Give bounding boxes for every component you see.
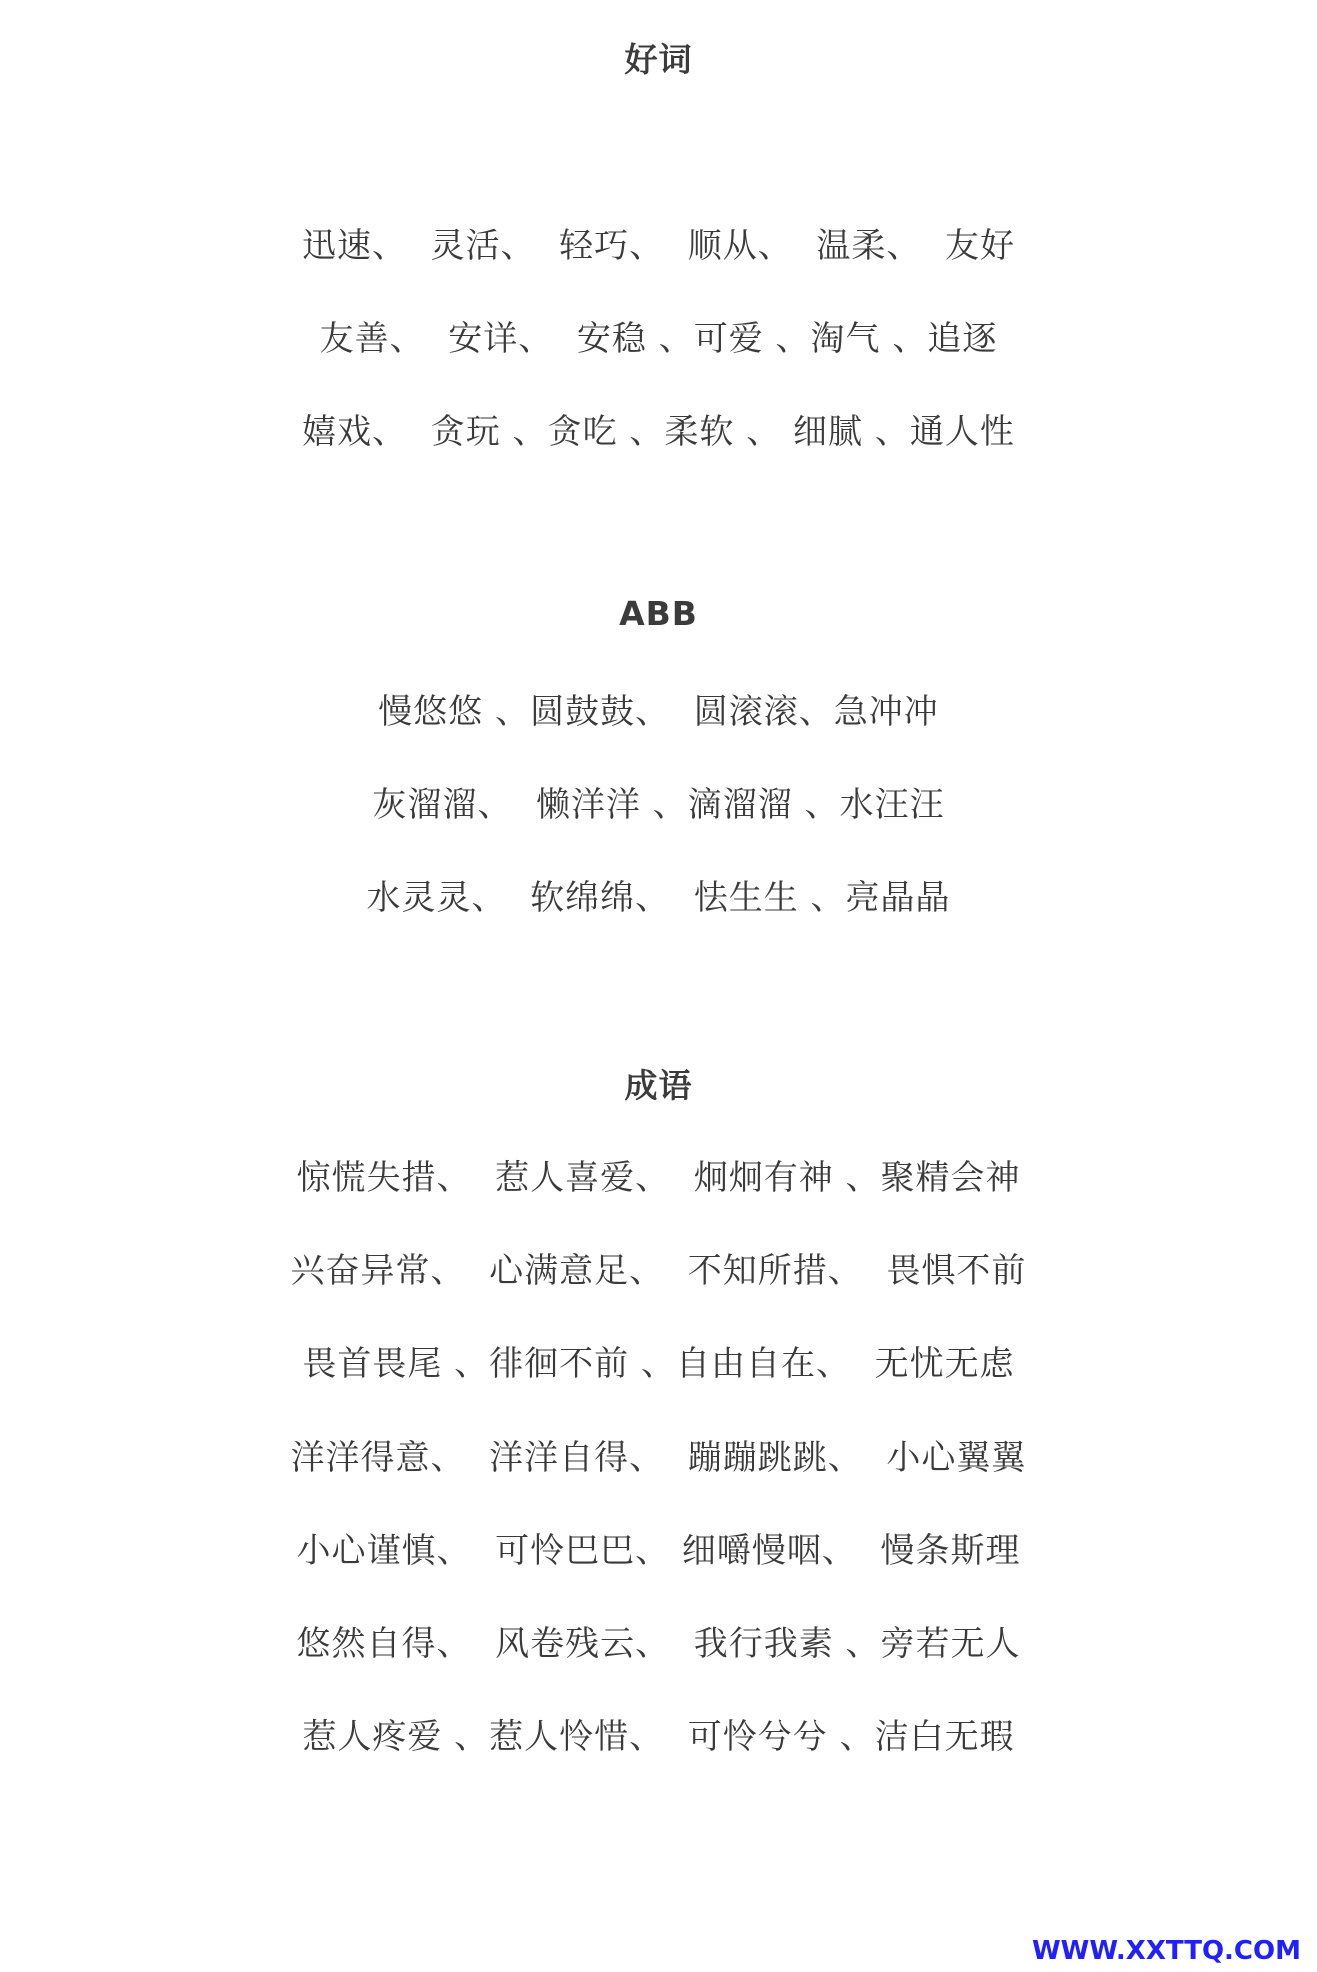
abb-line-2: 灰溜溜、 懒洋洋 、滴溜溜 、水汪汪 (372, 785, 945, 825)
abb-line-1: 慢悠悠 、圆鼓鼓、 圆滚滚、急冲冲 (378, 692, 939, 732)
idioms-line-7: 惹人疼爱 、惹人怜惜、 可怜兮兮 、洁白无瑕 (302, 1717, 1015, 1757)
idioms-line-1: 惊慌失措、 惹人喜爱、 炯炯有神 、聚精会神 (296, 1158, 1021, 1198)
good-words-line-3: 嬉戏、 贪玩 、贪吃 、柔软 、 细腻 、通人性 (302, 412, 1015, 452)
abb-line-3: 水灵灵、 软绵绵、 怯生生 、亮晶晶 (366, 878, 951, 918)
idioms-line-6: 悠然自得、 风卷残云、 我行我素 、旁若无人 (296, 1624, 1021, 1664)
idioms-line-3: 畏首畏尾 、徘徊不前 、自由自在、 无忧无虑 (302, 1344, 1015, 1384)
good-words-line-2: 友善、 安详、 安稳 、可爱 、淘气 、追逐 (319, 319, 998, 359)
idioms-line-2: 兴奋异常、 心满意足、 不知所措、 畏惧不前 (290, 1251, 1027, 1291)
idioms-line-4: 洋洋得意、 洋洋自得、 蹦蹦跳跳、 小心翼翼 (290, 1438, 1027, 1478)
good-words-line-1: 迅速、 灵活、 轻巧、 顺从、 温柔、 友好 (301, 226, 1016, 266)
site-watermark: WWW.XXTTQ.COM (1032, 1936, 1301, 1966)
section-title-good-words: 好词 (624, 40, 693, 79)
section-title-abb: ABB (619, 594, 698, 633)
section-title-idioms: 成语 (624, 1066, 693, 1105)
idioms-line-5: 小心谨慎、 可怜巴巴、 细嚼慢咽、 慢条斯理 (296, 1531, 1021, 1571)
